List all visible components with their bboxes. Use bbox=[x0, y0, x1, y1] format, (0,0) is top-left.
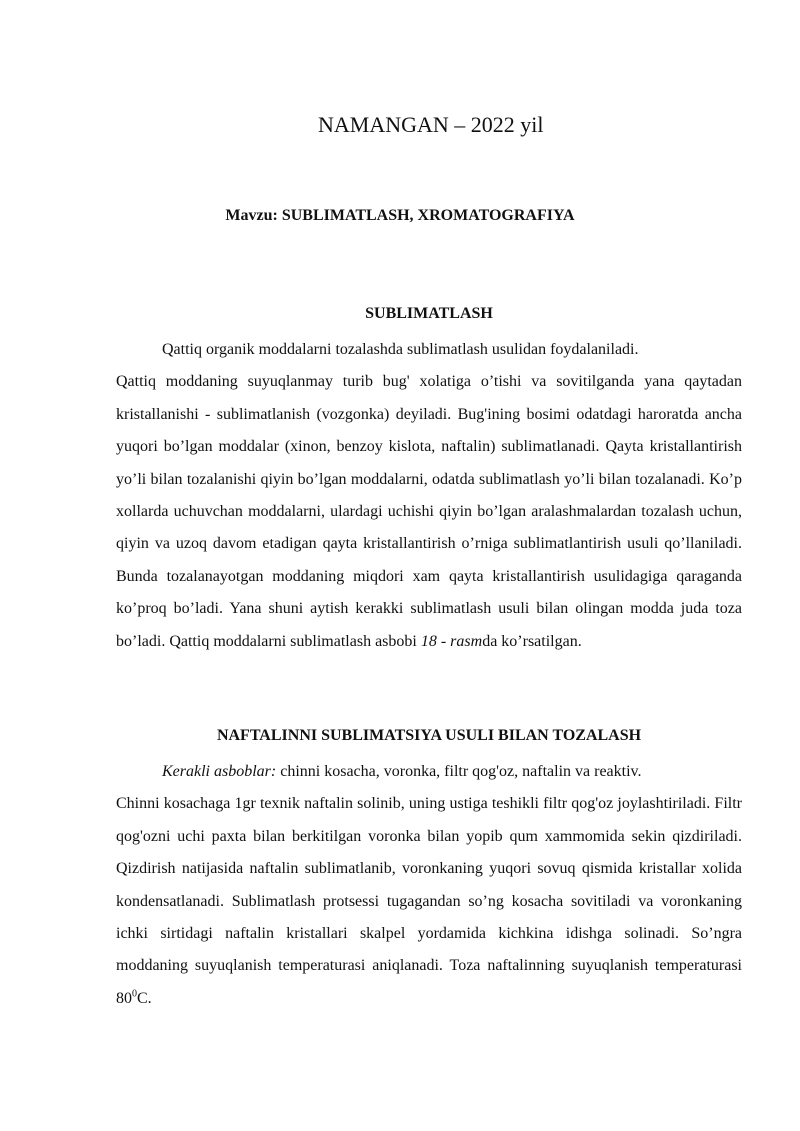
section1-paragraph bbox=[116, 334, 742, 658]
tools-list: chinni kosacha, voronka, filtr qog'oz, naftalin va reaktiv. bbox=[276, 763, 642, 780]
section2-body: Chinni kosachaga 1gr texnik naftalin solinib, uning ustiga teshikli filtr qog'oz joylashtiriladi. Filtr qog'ozni uchi paxta bilan berkitilgan voronka bilan yopib qum xammomida sekin qizdiriladi. Qizdirish natijasida naftalin sublimatlanib, voronkaning yuqori sovuq qismida kristallar xolida kondensatlanadi. Sublimatlash protsessi tugagandan so’ng kosacha sovitiladi va voronkaning ichki sirtidagi naftalin kristallari skalpel yordamida kichkina idishga solinadi. So’ngra moddaning suyuqlanish temperaturasi aniqlanadi. Toza naftalinning suyuqlanish temperaturasi 80 bbox=[116, 795, 742, 1007]
figure-reference: 18 - rasm bbox=[420, 632, 483, 650]
section1-intro: Qattiq organik moddalarni tozalashda sublimatlash usulidan foydalaniladi. bbox=[162, 341, 639, 358]
figure-reference-tail: da ko’rsatilgan. bbox=[482, 632, 582, 650]
temperature-unit: C. bbox=[137, 989, 152, 1007]
topic-title: Mavzu: SUBLIMATLASH, XROMATOGRAFIYA bbox=[225, 207, 575, 224]
tools-label: Kerakli asboblar: bbox=[162, 763, 277, 780]
section-heading-naftalin: NAFTALINNI SUBLIMATSIYA USULI BILAN TOZALASH bbox=[216, 727, 642, 744]
degree-superscript: 0 bbox=[132, 988, 137, 1000]
section2-paragraph bbox=[116, 756, 742, 1015]
section1-body: Qattiq moddaning suyuqlanmay turib bug' xolatiga o’tishi va sovitilganda yana qaytadan kristallanishi - sublimatlanish (vozgonka) deyiladi. Bug'ining bosimi odatdagi haroratda ancha yuqori bo’lgan moddalar (xinon, benzoy kislota, naftalin) sublimatlanadi. Qayta kristallantirish yo’li bilan tozalanishi qiyin bo’lgan moddalarni, odatda sublimatlash yo’li bilan tozalanadi. Ko’p xollarda uchuvchan moddalarni, ulardagi uchishi qiyin bo’lgan aralashmalardan tozalash uchun, qiyin va uzoq davom etadigan qayta kristallantirish o’rniga sublimatlantirish usuli qo’llaniladi. Bunda tozalanayotgan moddaning miqdori xam qayta kristallantirish usulidagiga qaraganda ko’proq bo’ladi. Yana shuni aytish kerakki sublimatlash usuli bilan olingan modda juda toza bo’ladi. Qattiq moddalarni sublimatlash asbobi bbox=[116, 373, 742, 650]
section-heading-sublimatlash: SUBLIMATLASH bbox=[365, 305, 493, 322]
place-year-title: NAMANGAN – 2022 yil bbox=[318, 112, 544, 137]
